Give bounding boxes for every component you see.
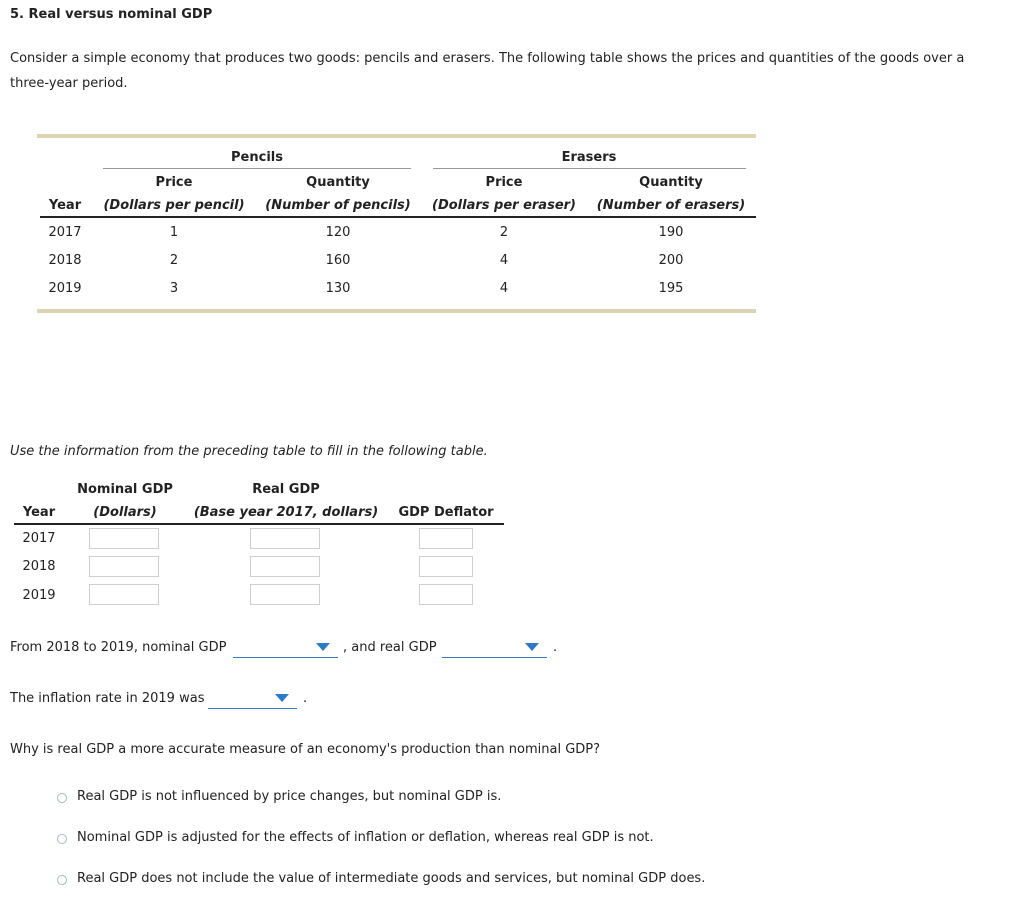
- chevron-down-icon: [316, 643, 330, 651]
- table-cell-eraser-quantity: 195: [658, 281, 684, 296]
- col-header-year: Year: [22, 505, 56, 520]
- real-gdp-2019-input[interactable]: [250, 584, 320, 605]
- chevron-down-icon: [525, 643, 539, 651]
- table-cell-pencil-price: 2: [169, 253, 179, 268]
- nominal-gdp-change-dropdown[interactable]: [233, 639, 338, 658]
- table-cell-eraser-quantity: 200: [658, 253, 684, 268]
- option-label[interactable]: Nominal GDP is adjusted for the effects of inflation or deflation, whereas real GDP is not.: [77, 830, 654, 845]
- sentence-period: .: [303, 691, 308, 706]
- table-cell-eraser-price: 4: [499, 281, 509, 296]
- table-cell-year: 2019: [48, 281, 82, 296]
- option-radio[interactable]: [57, 875, 67, 885]
- nominal-gdp-2019-input[interactable]: [89, 584, 159, 605]
- gdp-row-year: 2019: [22, 588, 56, 603]
- table-cell-pencil-quantity: 160: [325, 253, 351, 268]
- unit-pencil-quantity: (Number of pencils): [265, 198, 411, 213]
- table-cell-eraser-price: 2: [499, 225, 509, 240]
- table-top-bar: [37, 134, 756, 138]
- gdp-deflator-2018-input[interactable]: [419, 556, 473, 577]
- col-header-pencil-price: Price: [155, 175, 193, 190]
- instruction-text: Use the information from the preceding table to fill in the following table.: [10, 444, 488, 459]
- gdp-row-year: 2018: [22, 559, 56, 574]
- option-label[interactable]: Real GDP is not influenced by price changes, but nominal GDP is.: [77, 789, 502, 804]
- col-header-eraser-quantity: Quantity: [639, 175, 703, 190]
- pencils-group-rule: [103, 168, 411, 169]
- unit-nominal-gdp: (Dollars): [93, 505, 157, 520]
- real-gdp-2018-input[interactable]: [250, 556, 320, 577]
- real-gdp-question: Why is real GDP a more accurate measure of an economy's production than nominal GDP?: [10, 742, 601, 757]
- nominal-gdp-2017-input[interactable]: [89, 528, 159, 549]
- table-cell-pencil-price: 1: [169, 225, 179, 240]
- table-cell-pencil-quantity: 120: [325, 225, 351, 240]
- sentence-period: .: [553, 640, 558, 655]
- real-gdp-change-dropdown[interactable]: [442, 639, 547, 658]
- col-header-nominal-gdp: Nominal GDP: [77, 482, 173, 497]
- chevron-down-icon: [275, 694, 289, 702]
- table-cell-pencil-price: 3: [169, 281, 179, 296]
- col-header-year: Year: [48, 198, 82, 213]
- nominal-gdp-2018-input[interactable]: [89, 556, 159, 577]
- real-gdp-2017-input[interactable]: [250, 528, 320, 549]
- table-bottom-bar: [37, 309, 756, 313]
- header-rule: [40, 216, 756, 218]
- table-cell-year: 2017: [48, 225, 82, 240]
- unit-pencil-price: (Dollars per pencil): [103, 198, 245, 213]
- inflation-rate-dropdown[interactable]: [208, 690, 297, 709]
- group-header-pencils: Pencils: [231, 150, 283, 165]
- table-cell-eraser-quantity: 190: [658, 225, 684, 240]
- unit-real-gdp: (Base year 2017, dollars): [193, 505, 379, 520]
- gdp-deflator-2019-input[interactable]: [419, 584, 473, 605]
- col-header-pencil-quantity: Quantity: [306, 175, 370, 190]
- unit-eraser-price: (Dollars per eraser): [432, 198, 576, 213]
- nominal-gdp-change-label: From 2018 to 2019, nominal GDP: [10, 640, 227, 655]
- gdp-row-year: 2017: [22, 531, 56, 546]
- option-radio[interactable]: [57, 793, 67, 803]
- intro-text: Consider a simple economy that produces two goods: pencils and erasers. The following table shows the prices and quantities of the goods over a three-year period.: [10, 51, 965, 91]
- option-label[interactable]: Real GDP does not include the value of intermediate goods and services, but nominal GDP does.: [77, 871, 706, 886]
- option-radio[interactable]: [57, 834, 67, 844]
- inflation-rate-label: The inflation rate in 2019 was: [10, 691, 205, 706]
- table-cell-year: 2018: [48, 253, 82, 268]
- col-header-gdp-deflator: GDP Deflator: [398, 505, 494, 520]
- col-header-eraser-price: Price: [485, 175, 523, 190]
- unit-eraser-quantity: (Number of erasers): [596, 198, 746, 213]
- gdp-header-rule: [14, 523, 504, 525]
- col-header-real-gdp: Real GDP: [252, 482, 320, 497]
- question-title: 5. Real versus nominal GDP: [10, 7, 213, 22]
- table-cell-eraser-price: 4: [499, 253, 509, 268]
- group-header-erasers: Erasers: [561, 150, 617, 165]
- gdp-deflator-2017-input[interactable]: [419, 528, 473, 549]
- erasers-group-rule: [433, 168, 746, 169]
- table-cell-pencil-quantity: 130: [325, 281, 351, 296]
- real-gdp-change-label: , and real GDP: [343, 640, 437, 655]
